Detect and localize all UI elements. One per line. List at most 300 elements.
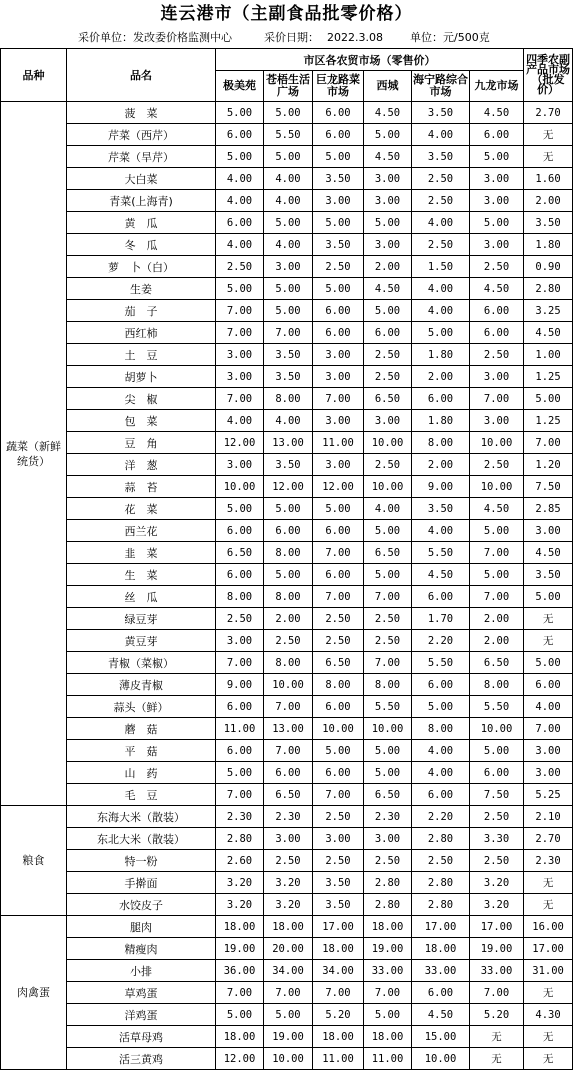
retail-price-cell: 5.00 (364, 762, 412, 784)
retail-price-cell: 3.00 (470, 366, 524, 388)
retail-price-cell: 3.20 (470, 872, 524, 894)
retail-price-cell: 3.00 (264, 828, 313, 850)
retail-price-cell: 1.80 (412, 344, 470, 366)
table-row (1, 498, 573, 520)
retail-price-cell: 6.00 (313, 564, 364, 586)
retail-price-cell: 10.00 (470, 432, 524, 454)
wholesale-price-cell: 4.50 (524, 322, 573, 344)
retail-price-cell: 2.80 (412, 894, 470, 916)
retail-price-cell: 11.00 (313, 432, 364, 454)
wholesale-price-cell: 2.70 (524, 828, 573, 850)
retail-price-cell: 5.00 (264, 278, 313, 300)
retail-price-cell: 2.80 (412, 828, 470, 850)
table-row (1, 916, 573, 938)
retail-price-cell: 8.00 (264, 388, 313, 410)
retail-price-cell: 5.00 (364, 124, 412, 146)
retail-price-cell: 4.50 (470, 278, 524, 300)
table-row (1, 1048, 573, 1070)
table-row (1, 630, 573, 652)
retail-price-cell: 5.50 (470, 696, 524, 718)
retail-price-cell: 5.00 (313, 212, 364, 234)
retail-price-cell: 5.00 (264, 146, 313, 168)
market-header: 九龙市场 (470, 71, 524, 102)
retail-price-cell: 10.00 (264, 1048, 313, 1070)
retail-price-cell: 3.00 (313, 366, 364, 388)
retail-price-cell: 10.00 (313, 718, 364, 740)
item-name-cell: 腿肉 (67, 916, 216, 938)
retail-price-cell: 6.00 (412, 784, 470, 806)
retail-price-cell: 3.30 (470, 828, 524, 850)
item-name-cell: 黄豆芽 (67, 630, 216, 652)
retail-price-cell: 5.00 (470, 740, 524, 762)
retail-price-cell: 2.50 (412, 190, 470, 212)
wholesale-price-cell: 1.20 (524, 454, 573, 476)
retail-price-cell: 2.50 (412, 168, 470, 190)
retail-price-cell: 5.00 (470, 564, 524, 586)
price-table-body (1, 49, 573, 1070)
retail-price-cell: 2.50 (216, 256, 264, 278)
retail-price-cell: 5.00 (364, 1004, 412, 1026)
retail-price-cell: 5.20 (470, 1004, 524, 1026)
wholesale-price-cell: 1.60 (524, 168, 573, 190)
item-name-cell: 芹菜（西芹） (67, 124, 216, 146)
retail-price-cell: 2.80 (412, 872, 470, 894)
wholesale-price-cell: 3.50 (524, 212, 573, 234)
item-name-cell: 薄皮青椒 (67, 674, 216, 696)
retail-price-cell: 3.50 (313, 894, 364, 916)
table-row (1, 1004, 573, 1026)
table-row (1, 322, 573, 344)
item-name-cell: 青菜(上海青) (67, 190, 216, 212)
retail-price-cell: 15.00 (412, 1026, 470, 1048)
item-name-cell: 黄 瓜 (67, 212, 216, 234)
retail-price-cell: 3.00 (470, 168, 524, 190)
wholesale-price-cell: 2.00 (524, 190, 573, 212)
retail-price-cell: 7.00 (470, 542, 524, 564)
retail-price-cell: 3.50 (313, 234, 364, 256)
retail-price-cell: 2.30 (364, 806, 412, 828)
retail-price-cell: 6.00 (313, 696, 364, 718)
date-value: 2022.3.08 (327, 31, 383, 44)
wholesale-price-cell: 4.50 (524, 542, 573, 564)
table-row (1, 168, 573, 190)
wholesale-price-cell: 7.00 (524, 432, 573, 454)
retail-price-cell: 2.50 (412, 234, 470, 256)
retail-price-cell: 4.50 (412, 564, 470, 586)
table-row (1, 344, 573, 366)
table-row (1, 410, 573, 432)
retail-price-cell: 11.00 (313, 1048, 364, 1070)
retail-price-cell: 5.20 (313, 1004, 364, 1026)
retail-price-cell: 17.00 (313, 916, 364, 938)
retail-price-cell: 3.50 (313, 872, 364, 894)
wholesale-price-cell: 2.10 (524, 806, 573, 828)
retail-price-cell: 6.00 (216, 212, 264, 234)
table-row (1, 278, 573, 300)
table-row (1, 454, 573, 476)
retail-price-cell: 4.00 (364, 498, 412, 520)
retail-price-cell: 5.50 (412, 652, 470, 674)
unit-label: 采价单位：发改委价格监测中心 (78, 31, 232, 44)
retail-price-cell: 7.00 (264, 740, 313, 762)
wholesale-price-cell: 3.00 (524, 520, 573, 542)
item-name-cell: 洋 葱 (67, 454, 216, 476)
retail-price-cell: 34.00 (313, 960, 364, 982)
item-name-cell: 蒜 苔 (67, 476, 216, 498)
retail-price-cell: 6.00 (264, 762, 313, 784)
retail-price-cell: 3.00 (470, 190, 524, 212)
retail-price-cell: 5.00 (264, 498, 313, 520)
item-name-cell: 草鸡蛋 (67, 982, 216, 1004)
retail-price-cell: 3.00 (313, 454, 364, 476)
table-row (1, 828, 573, 850)
retail-price-cell: 10.00 (364, 718, 412, 740)
retail-price-cell: 2.30 (264, 806, 313, 828)
retail-price-cell: 2.50 (313, 630, 364, 652)
retail-price-cell: 9.00 (216, 674, 264, 696)
retail-price-cell: 4.00 (412, 278, 470, 300)
retail-price-cell: 10.00 (216, 476, 264, 498)
wholesale-header: 四季农副产品市场（批发价） (524, 49, 573, 102)
retail-price-cell: 2.50 (364, 630, 412, 652)
table-row (1, 718, 573, 740)
retail-price-cell: 10.00 (412, 1048, 470, 1070)
item-name-cell: 山 药 (67, 762, 216, 784)
retail-price-cell: 7.00 (313, 586, 364, 608)
retail-price-cell: 5.00 (412, 696, 470, 718)
retail-price-cell: 4.00 (216, 190, 264, 212)
category-cell: 肉禽蛋 (1, 916, 67, 1070)
retail-price-cell: 2.30 (216, 806, 264, 828)
item-name-cell: 萝 卜（白） (67, 256, 216, 278)
retail-price-cell: 5.00 (216, 146, 264, 168)
item-name-cell: 丝 瓜 (67, 586, 216, 608)
table-row (1, 234, 573, 256)
retail-price-cell: 2.50 (470, 344, 524, 366)
retail-price-cell: 6.00 (313, 124, 364, 146)
retail-price-cell: 2.60 (216, 850, 264, 872)
item-name-cell: 韭 菜 (67, 542, 216, 564)
retail-price-cell: 3.00 (216, 630, 264, 652)
retail-price-cell: 3.50 (264, 454, 313, 476)
retail-price-cell: 4.00 (412, 212, 470, 234)
market-group-header: 市区各农贸市场（零售价） (216, 49, 524, 71)
item-name-cell: 花 菜 (67, 498, 216, 520)
table-row (1, 894, 573, 916)
retail-price-cell: 4.00 (412, 124, 470, 146)
wholesale-price-cell: 2.85 (524, 498, 573, 520)
retail-price-cell: 5.00 (364, 300, 412, 322)
wholesale-price-cell: 无 (524, 608, 573, 630)
retail-price-cell: 1.70 (412, 608, 470, 630)
retail-price-cell: 4.00 (412, 762, 470, 784)
page-title: 连云港市（主副食品批零价格） (160, 4, 413, 24)
item-name-cell: 活草母鸡 (67, 1026, 216, 1048)
retail-price-cell: 3.50 (412, 102, 470, 124)
table-row (1, 212, 573, 234)
retail-price-cell: 4.00 (264, 234, 313, 256)
wholesale-price-cell: 无 (524, 1026, 573, 1048)
item-name-cell: 芹菜（旱芹） (67, 146, 216, 168)
retail-price-cell: 7.00 (264, 982, 313, 1004)
retail-price-cell: 1.50 (412, 256, 470, 278)
retail-price-cell: 7.00 (264, 322, 313, 344)
retail-price-cell: 3.00 (364, 410, 412, 432)
retail-price-cell: 3.00 (216, 344, 264, 366)
retail-price-cell: 4.50 (364, 278, 412, 300)
retail-price-cell: 6.50 (364, 784, 412, 806)
retail-price-cell: 4.00 (412, 520, 470, 542)
retail-price-cell: 2.50 (364, 850, 412, 872)
retail-price-cell: 7.00 (364, 652, 412, 674)
retail-price-cell: 2.00 (412, 454, 470, 476)
retail-price-cell: 8.00 (364, 674, 412, 696)
wholesale-price-cell: 3.00 (524, 740, 573, 762)
table-row (1, 784, 573, 806)
retail-price-cell: 4.50 (470, 102, 524, 124)
retail-price-cell: 8.00 (264, 542, 313, 564)
table-row (1, 608, 573, 630)
retail-price-cell: 7.00 (313, 982, 364, 1004)
retail-price-cell: 5.00 (313, 146, 364, 168)
retail-price-cell: 2.20 (412, 630, 470, 652)
retail-price-cell: 8.00 (412, 432, 470, 454)
table-row (1, 740, 573, 762)
retail-price-cell: 2.00 (470, 608, 524, 630)
market-header: 巨龙路菜市场 (313, 71, 364, 102)
table-row (1, 388, 573, 410)
retail-price-cell: 7.00 (216, 784, 264, 806)
table-row (1, 366, 573, 388)
category-cell: 粮食 (1, 806, 67, 916)
retail-price-cell: 4.50 (470, 498, 524, 520)
item-name-cell: 土 豆 (67, 344, 216, 366)
retail-price-cell: 3.20 (216, 872, 264, 894)
wholesale-price-cell: 无 (524, 124, 573, 146)
retail-price-cell: 4.50 (364, 102, 412, 124)
retail-price-cell: 4.00 (264, 410, 313, 432)
retail-price-cell: 7.50 (470, 784, 524, 806)
wholesale-price-cell: 4.30 (524, 1004, 573, 1026)
retail-price-cell: 3.20 (264, 894, 313, 916)
market-header: 西城 (364, 71, 412, 102)
table-row (1, 674, 573, 696)
item-name-cell: 尖 椒 (67, 388, 216, 410)
table-row (1, 850, 573, 872)
wholesale-price-cell: 17.00 (524, 938, 573, 960)
retail-price-cell: 2.00 (364, 256, 412, 278)
retail-price-cell: 19.00 (470, 938, 524, 960)
retail-price-cell: 4.00 (216, 410, 264, 432)
retail-price-cell: 3.00 (264, 256, 313, 278)
retail-price-cell: 5.00 (313, 278, 364, 300)
wholesale-price-cell: 2.30 (524, 850, 573, 872)
retail-price-cell: 6.00 (216, 740, 264, 762)
retail-price-cell: 6.00 (216, 124, 264, 146)
retail-price-cell: 10.00 (470, 476, 524, 498)
retail-price-cell: 6.00 (216, 520, 264, 542)
retail-price-cell: 5.00 (216, 1004, 264, 1026)
wholesale-price-cell: 6.00 (524, 674, 573, 696)
retail-price-cell: 8.00 (264, 586, 313, 608)
retail-price-cell: 6.00 (313, 762, 364, 784)
retail-price-cell: 7.00 (313, 784, 364, 806)
wholesale-price-cell: 31.00 (524, 960, 573, 982)
retail-price-cell: 12.00 (216, 432, 264, 454)
retail-price-cell: 3.50 (313, 168, 364, 190)
retail-price-cell: 2.50 (313, 850, 364, 872)
retail-price-cell: 5.00 (470, 212, 524, 234)
table-row (1, 190, 573, 212)
wholesale-price-cell: 无 (524, 872, 573, 894)
item-name-cell: 小排 (67, 960, 216, 982)
retail-price-cell: 10.00 (364, 476, 412, 498)
retail-price-cell: 2.50 (470, 256, 524, 278)
retail-price-cell: 7.00 (216, 300, 264, 322)
retail-price-cell: 3.00 (364, 168, 412, 190)
wholesale-price-cell: 无 (524, 982, 573, 1004)
table-row (1, 586, 573, 608)
market-header: 海宁路综合市场 (412, 71, 470, 102)
retail-price-cell: 36.00 (216, 960, 264, 982)
retail-price-cell: 5.00 (412, 322, 470, 344)
retail-price-cell: 7.00 (264, 696, 313, 718)
wholesale-price-cell: 1.80 (524, 234, 573, 256)
retail-price-cell: 6.50 (313, 652, 364, 674)
item-name-cell: 精瘦肉 (67, 938, 216, 960)
item-name-cell: 包 菜 (67, 410, 216, 432)
retail-price-cell: 5.00 (264, 102, 313, 124)
item-name-cell: 平 菇 (67, 740, 216, 762)
retail-price-cell: 3.00 (216, 454, 264, 476)
retail-price-cell: 13.00 (264, 432, 313, 454)
retail-price-cell: 10.00 (264, 674, 313, 696)
retail-price-cell: 5.00 (216, 762, 264, 784)
item-name-cell: 西红柿 (67, 322, 216, 344)
item-name-cell: 特一粉 (67, 850, 216, 872)
retail-price-cell: 5.00 (216, 278, 264, 300)
retail-price-cell: 6.50 (216, 542, 264, 564)
wholesale-price-cell: 1.00 (524, 344, 573, 366)
table-row (1, 520, 573, 542)
retail-price-cell: 12.00 (313, 476, 364, 498)
item-name-cell: 洋鸡蛋 (67, 1004, 216, 1026)
retail-price-cell: 5.00 (264, 564, 313, 586)
retail-price-cell: 6.00 (264, 520, 313, 542)
retail-price-cell: 18.00 (364, 916, 412, 938)
item-name-cell: 东北大米（散装） (67, 828, 216, 850)
table-row (1, 432, 573, 454)
retail-price-cell: 2.80 (364, 872, 412, 894)
retail-price-cell: 2.50 (470, 850, 524, 872)
retail-price-cell: 4.00 (412, 300, 470, 322)
wholesale-price-cell: 5.00 (524, 652, 573, 674)
retail-price-cell: 5.00 (313, 740, 364, 762)
item-name-cell: 手擀面 (67, 872, 216, 894)
retail-price-cell: 6.00 (470, 762, 524, 784)
retail-price-cell: 34.00 (264, 960, 313, 982)
item-name-cell: 菠 菜 (67, 102, 216, 124)
retail-price-cell: 7.00 (470, 982, 524, 1004)
retail-price-cell: 5.00 (364, 212, 412, 234)
retail-price-cell: 6.00 (216, 564, 264, 586)
table-row (1, 300, 573, 322)
retail-price-cell: 4.00 (264, 190, 313, 212)
retail-price-cell: 6.00 (313, 322, 364, 344)
retail-price-cell: 3.00 (216, 366, 264, 388)
retail-price-cell: 6.00 (216, 696, 264, 718)
retail-price-cell: 10.00 (364, 432, 412, 454)
retail-price-cell: 6.00 (313, 102, 364, 124)
retail-price-cell: 12.00 (216, 1048, 264, 1070)
retail-price-cell: 2.50 (412, 850, 470, 872)
table-row (1, 872, 573, 894)
table-row (1, 256, 573, 278)
table-row (1, 982, 573, 1004)
price-unit: 单位：元/500克 (410, 31, 490, 44)
item-name-cell: 蘑 菇 (67, 718, 216, 740)
retail-price-cell: 2.50 (364, 344, 412, 366)
wholesale-price-cell: 3.25 (524, 300, 573, 322)
retail-price-cell: 5.00 (264, 212, 313, 234)
retail-price-cell: 11.00 (216, 718, 264, 740)
retail-price-cell: 7.00 (313, 388, 364, 410)
table-row (1, 124, 573, 146)
retail-price-cell: 3.20 (470, 894, 524, 916)
table-row (1, 762, 573, 784)
retail-price-cell: 6.00 (412, 586, 470, 608)
retail-price-cell: 5.00 (264, 300, 313, 322)
retail-price-cell: 33.00 (412, 960, 470, 982)
retail-price-cell: 8.00 (470, 674, 524, 696)
retail-price-cell: 19.00 (264, 1026, 313, 1048)
retail-price-cell: 3.00 (470, 410, 524, 432)
retail-price-cell: 3.50 (264, 344, 313, 366)
table-row (1, 476, 573, 498)
retail-price-cell: 7.00 (216, 388, 264, 410)
item-name-cell: 茄 子 (67, 300, 216, 322)
item-name-cell: 毛 豆 (67, 784, 216, 806)
header-row-1 (1, 49, 573, 71)
wholesale-price-cell: 无 (524, 894, 573, 916)
item-name-cell: 东海大米（散装） (67, 806, 216, 828)
item-name-cell: 胡萝卜 (67, 366, 216, 388)
retail-price-cell: 4.00 (264, 168, 313, 190)
retail-price-cell: 6.00 (313, 520, 364, 542)
retail-price-cell: 7.00 (216, 322, 264, 344)
retail-price-cell: 5.00 (264, 1004, 313, 1026)
table-row (1, 1026, 573, 1048)
retail-price-cell: 2.50 (264, 850, 313, 872)
retail-price-cell: 5.00 (364, 740, 412, 762)
retail-price-cell: 6.00 (412, 982, 470, 1004)
retail-price-cell: 5.00 (364, 520, 412, 542)
retail-price-cell: 5.50 (264, 124, 313, 146)
retail-price-cell: 4.00 (412, 740, 470, 762)
item-name-cell: 西兰花 (67, 520, 216, 542)
wholesale-price-cell: 2.80 (524, 278, 573, 300)
retail-price-cell: 7.00 (470, 586, 524, 608)
retail-price-cell: 3.20 (264, 872, 313, 894)
item-name-cell: 活三黄鸡 (67, 1048, 216, 1070)
wholesale-price-cell: 3.00 (524, 762, 573, 784)
retail-price-cell: 7.00 (313, 542, 364, 564)
retail-price-cell: 2.00 (470, 630, 524, 652)
wholesale-price-cell: 4.00 (524, 696, 573, 718)
item-name-cell: 绿豆芽 (67, 608, 216, 630)
category-cell: 蔬菜（新鲜统货） (1, 102, 67, 806)
retail-price-cell: 18.00 (313, 938, 364, 960)
